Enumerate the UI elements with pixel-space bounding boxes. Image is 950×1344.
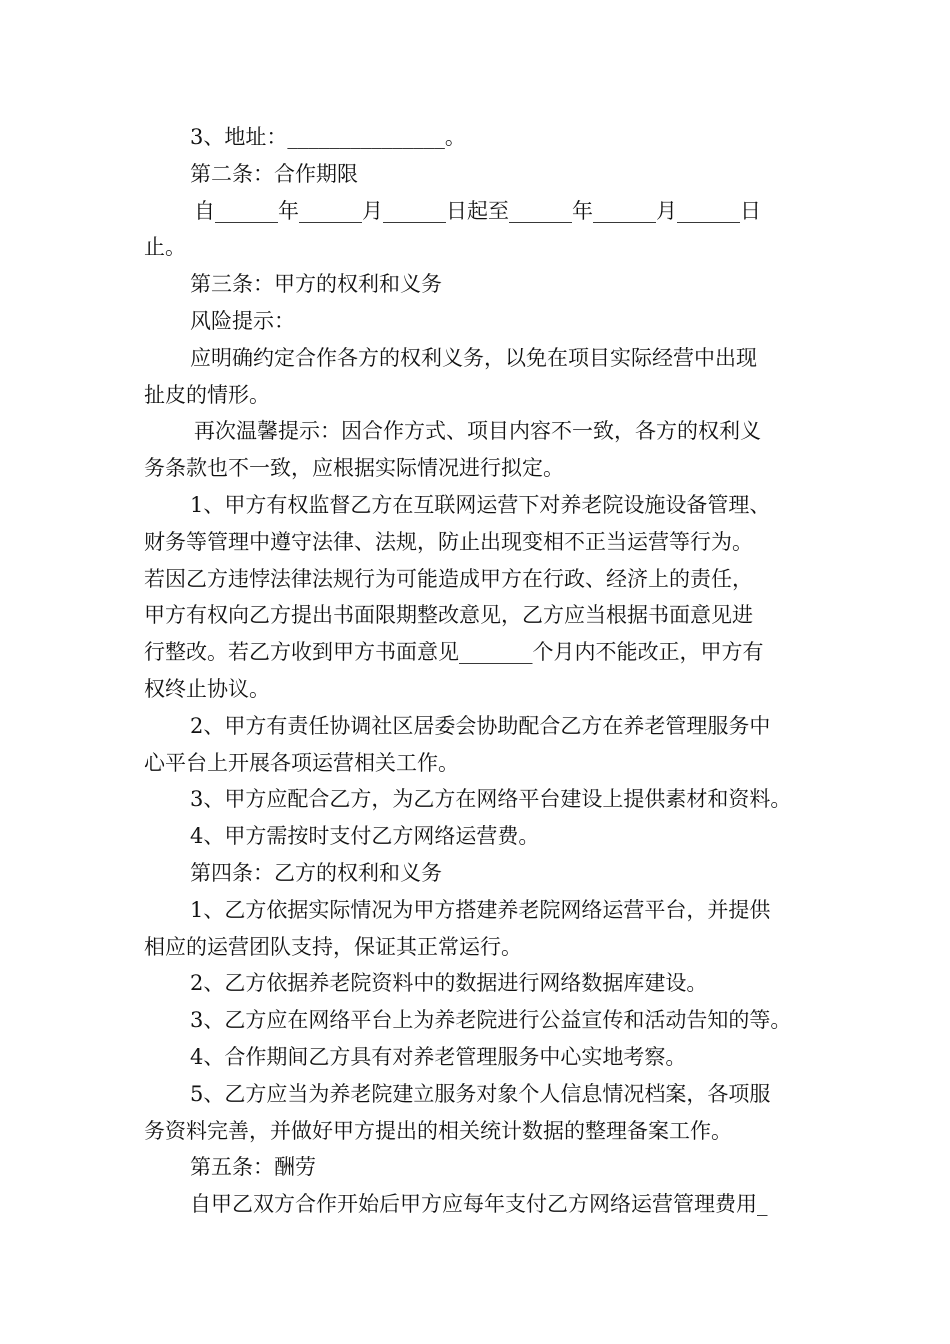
text-line: 再次温馨提示：因合作方式、项目内容不一致，各方的权利义	[194, 419, 761, 444]
text-line: 务条款也不一致，应根据实际情况进行拟定。	[144, 456, 564, 481]
text-line: 2、甲方有责任协调社区居委会协助配合乙方在养老管理服务中	[190, 713, 771, 738]
section-heading: 第四条：乙方的权利和义务	[190, 860, 442, 885]
text-line: 止。	[144, 235, 186, 260]
section-heading: 第三条：甲方的权利和义务	[190, 272, 442, 297]
text-line: 若因乙方违悖法律法规行为可能造成甲方在行政、经济上的责任，	[144, 566, 753, 591]
text-line: 自______年______月______日起至______年______月______日	[194, 198, 761, 223]
text-line: 自甲乙双方合作开始后甲方应每年支付乙方网络运营管理费用_	[190, 1192, 768, 1217]
document-body	[144, 119, 814, 1223]
section-heading: 第五条：酬劳	[190, 1155, 316, 1180]
text-line: 3、乙方应在网络平台上为养老院进行公益宣传和活动告知的等。	[190, 1008, 792, 1033]
text-line: 心平台上开展各项运营相关工作。	[144, 750, 459, 775]
text-line: 4、合作期间乙方具有对养老管理服务中心实地考察。	[190, 1044, 687, 1069]
text-line: 风险提示：	[190, 308, 295, 333]
text-line: 行整改。若乙方收到甲方书面意见_______个月内不能改正，甲方有	[144, 640, 764, 665]
text-line: 4、甲方需按时支付乙方网络运营费。	[190, 824, 540, 849]
text-line: 3、甲方应配合乙方，为乙方在网络平台建设上提供素材和资料。	[190, 787, 792, 812]
text-line: 财务等管理中遵守法律、法规，防止出现变相不正当运营等行为。	[144, 529, 753, 554]
text-line: 扯皮的情形。	[144, 382, 270, 407]
text-line: 1、甲方有权监督乙方在互联网运营下对养老院设施设备管理、	[190, 492, 771, 517]
text-line: 应明确约定合作各方的权利义务，以免在项目实际经营中出现	[190, 345, 757, 370]
text-line: 5、乙方应当为养老院建立服务对象个人信息情况档案，各项服	[190, 1081, 771, 1106]
text-line: 甲方有权向乙方提出书面限期整改意见，乙方应当根据书面意见进	[144, 603, 753, 628]
section-heading: 第二条：合作期限	[190, 161, 358, 186]
text-line: 2、乙方依据养老院资料中的数据进行网络数据库建设。	[190, 971, 708, 996]
text-line: 相应的运营团队支持，保证其正常运行。	[144, 934, 522, 959]
text-line: 务资料完善，并做好甲方提出的相关统计数据的整理备案工作。	[144, 1118, 732, 1143]
text-line: 3、地址：_______________。	[190, 125, 466, 149]
text-line: 权终止协议。	[144, 676, 270, 701]
text-line: 1、乙方依据实际情况为甲方搭建养老院网络运营平台，并提供	[190, 897, 771, 922]
